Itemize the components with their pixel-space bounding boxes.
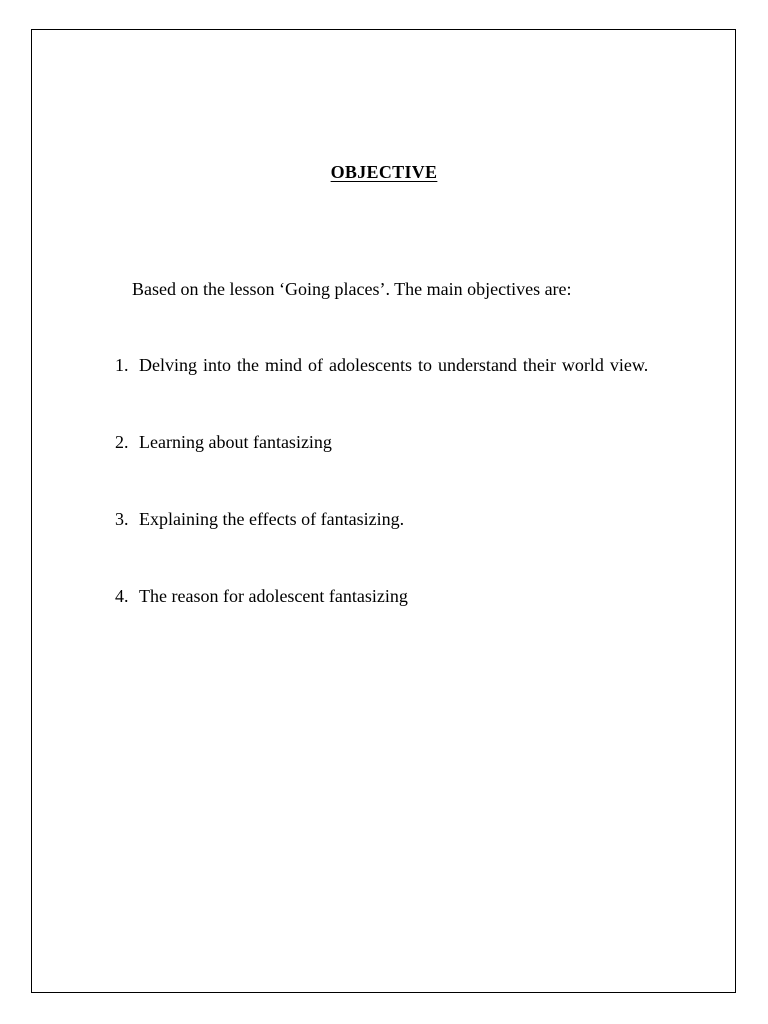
list-item-text: Learning about fantasizing <box>139 432 332 452</box>
list-item-number: 1. <box>115 355 129 375</box>
list-item <box>115 429 675 455</box>
intro-paragraph: Based on the lesson ‘Going places’. The main objectives are: <box>132 279 572 299</box>
list-item-number: 2. <box>115 432 129 452</box>
list-item <box>115 352 675 378</box>
objectives-list <box>115 352 675 660</box>
list-item <box>115 506 675 532</box>
list-item-number: 4. <box>115 586 129 606</box>
list-item-text: Delving into the mind of adolescents to understand their world view. <box>139 355 649 375</box>
page-title: OBJECTIVE <box>330 162 438 182</box>
list-item <box>115 583 675 609</box>
list-item-text: The reason for adolescent fantasizing <box>139 586 408 606</box>
list-item-text: Explaining the effects of fantasizing. <box>139 509 405 529</box>
list-item-number: 3. <box>115 509 129 529</box>
